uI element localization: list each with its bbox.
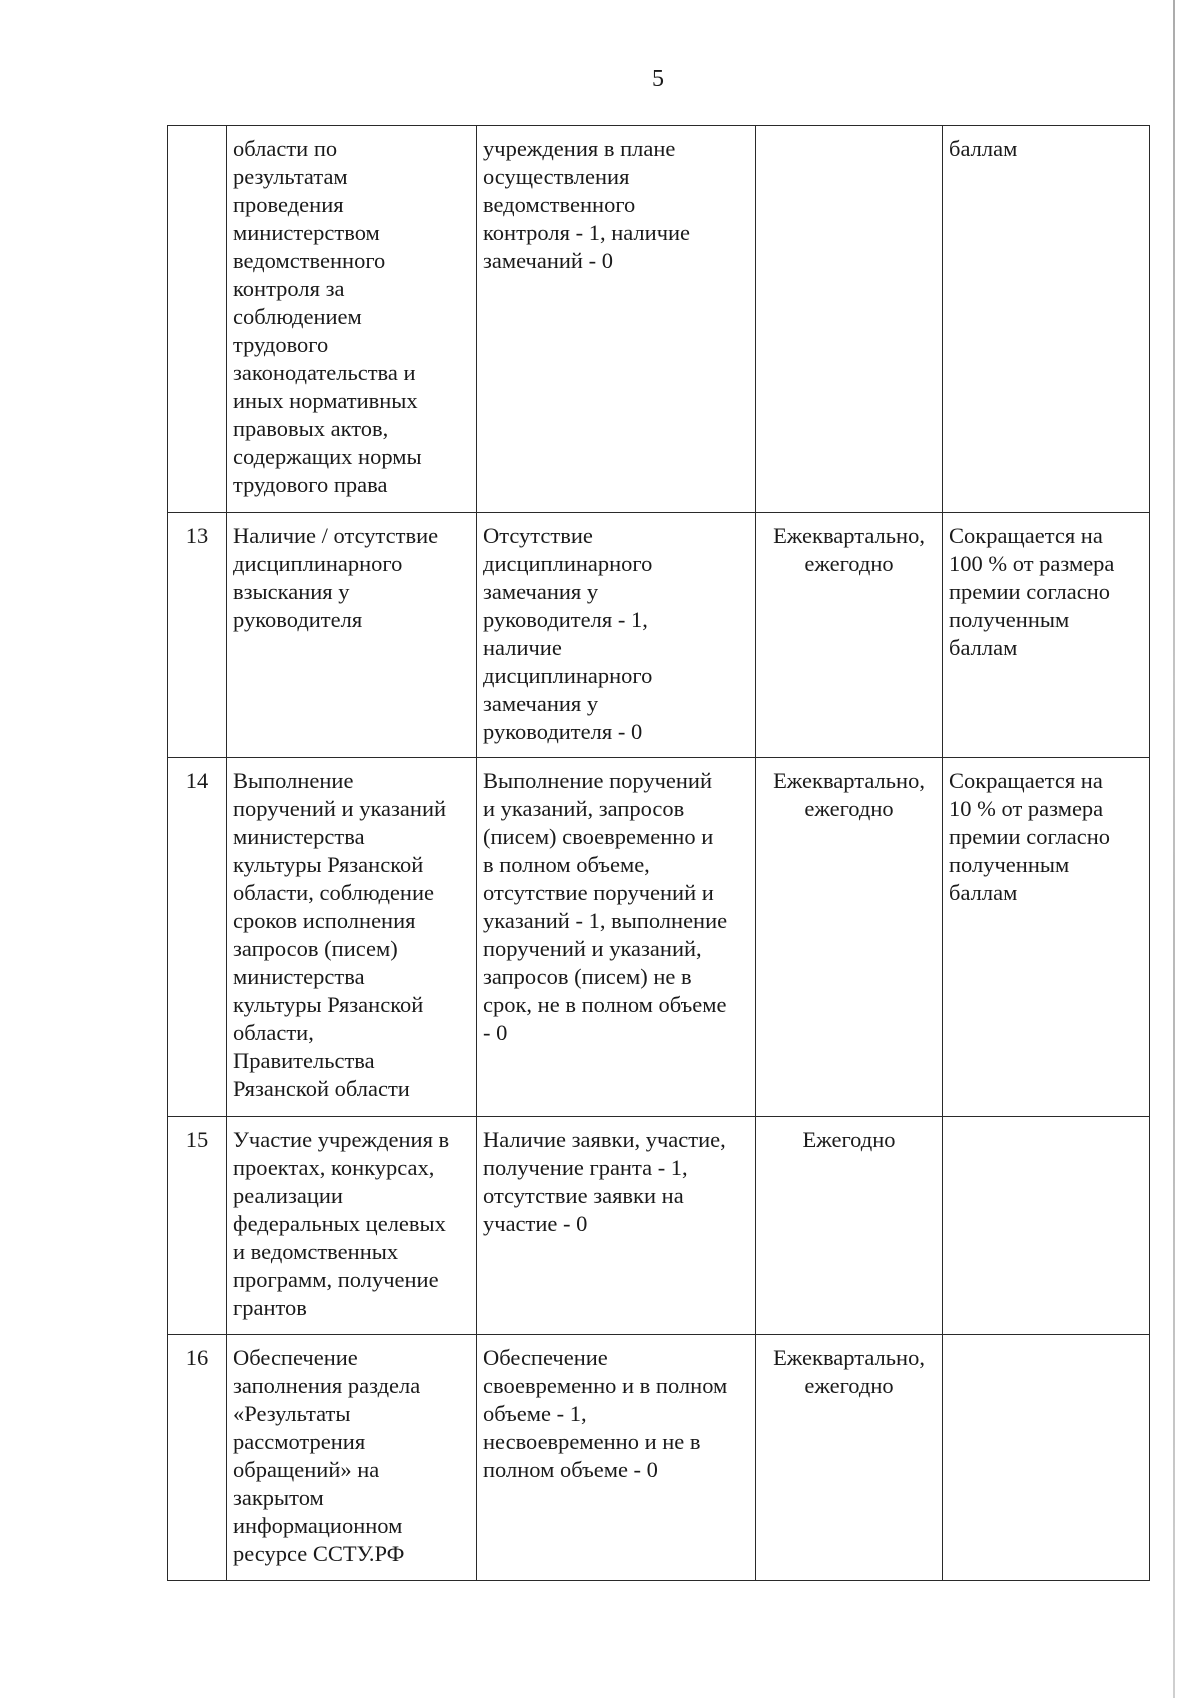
reduction-cell <box>943 1117 1150 1335</box>
table-row <box>168 758 1150 1117</box>
period-cell <box>756 126 943 513</box>
indicator-cell: Обеспечение своевременно и в полном объеме - 1, несвоевременно и не в полном объеме - 0 <box>477 1335 756 1581</box>
page-number: 5 <box>652 66 664 92</box>
row-number <box>168 126 227 513</box>
row-number: 14 <box>168 758 227 1117</box>
table-row <box>168 126 1150 513</box>
period-cell: Ежеквартально, ежегодно <box>756 513 943 758</box>
reduction-cell: Сокращается на 10 % от размера премии согласно полученным баллам <box>943 758 1150 1117</box>
reduction-cell <box>943 1335 1150 1581</box>
criterion-cell: Выполнение поручений и указаний министерства культуры Рязанской области, соблюдение сроков исполнения запросов (писем) министерства культуры Рязанской области, Правительства Рязанской области <box>227 758 477 1117</box>
indicator-cell: Отсутствие дисциплинарного замечания у руководителя - 1, наличие дисциплинарного замечания у руководителя - 0 <box>477 513 756 758</box>
row-number: 13 <box>168 513 227 758</box>
criterion-cell: Наличие / отсутствие дисциплинарного взыскания у руководителя <box>227 513 477 758</box>
reduction-cell: баллам <box>943 126 1150 513</box>
criterion-cell: области по результатам проведения министерством ведомственного контроля за соблюдением трудового законодательства и иных нормативных правовых актов, содержащих нормы трудового права <box>227 126 477 513</box>
row-number: 16 <box>168 1335 227 1581</box>
row-number: 15 <box>168 1117 227 1335</box>
period-cell: Ежегодно <box>756 1117 943 1335</box>
indicator-cell: Выполнение поручений и указаний, запросов (писем) своевременно и в полном объеме, отсутствие поручений и указаний - 1, выполнение поручений и указаний, запросов (писем) не в срок, не в полном объеме - 0 <box>477 758 756 1117</box>
period-cell: Ежеквартально, ежегодно <box>756 1335 943 1581</box>
period-cell: Ежеквартально, ежегодно <box>756 758 943 1117</box>
criteria-table <box>167 125 1150 1581</box>
criterion-cell: Обеспечение заполнения раздела «Результаты рассмотрения обращений» на закрытом информационном ресурсе ССТУ.РФ <box>227 1335 477 1581</box>
indicator-cell: Наличие заявки, участие, получение гранта - 1, отсутствие заявки на участие - 0 <box>477 1117 756 1335</box>
table-row <box>168 513 1150 758</box>
criterion-cell: Участие учреждения в проектах, конкурсах, реализации федеральных целевых и ведомственных программ, получение грантов <box>227 1117 477 1335</box>
scan-edge-line <box>1173 0 1175 1698</box>
indicator-cell: учреждения в плане осуществления ведомственного контроля - 1, наличие замечаний - 0 <box>477 126 756 513</box>
reduction-cell: Сокращается на 100 % от размера премии согласно полученным баллам <box>943 513 1150 758</box>
table-row <box>168 1335 1150 1581</box>
table-row <box>168 1117 1150 1335</box>
